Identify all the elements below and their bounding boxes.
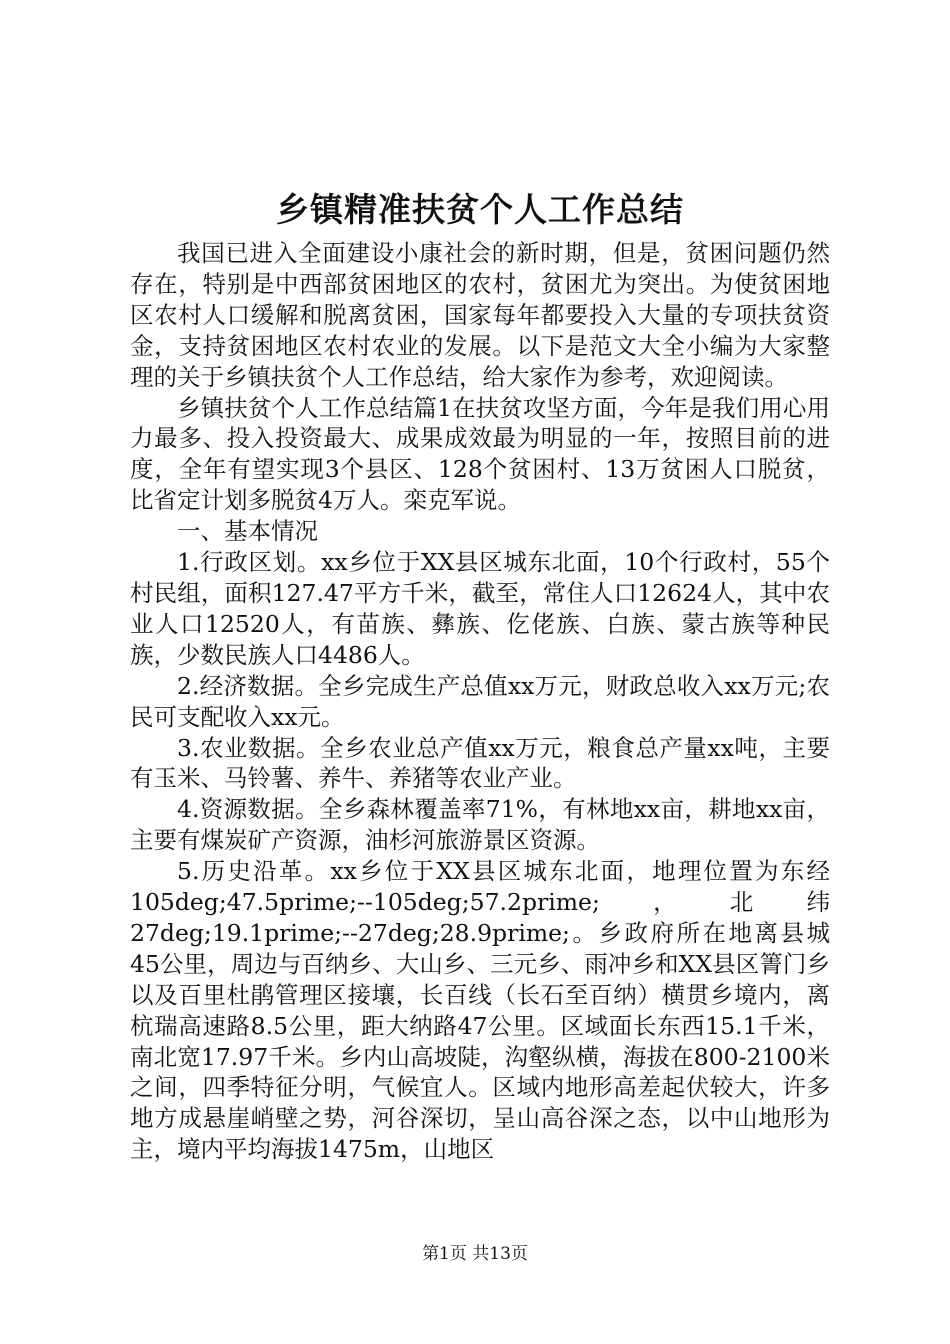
paragraph-summary: 乡镇扶贫个人工作总结篇1在扶贫攻坚方面，今年是我们用心用力最多、投入投资最大、成果成效最为明显的一年，按照目前的进度，全年有望实现3个县区、128个贫困村、13万贫困人口脱贫，比省定计划多脱贫4万人。栾克军说。 [130, 393, 830, 515]
paragraph-agriculture-data: 3.农业数据。全乡农业总产值xx万元，粮食总产量xx吨，主要有玉米、马铃薯、养牛、养猪等农业产业。 [130, 733, 830, 793]
paragraph-administrative-division: 1.行政区划。xx乡位于XX县区城东北面，10个行政村，55个村民组，面积127.47平方千米，截至，常住人口12624人，其中农业人口12520人，有苗族、彝族、仡佬族、白族、蒙古族等种民族，少数民族人口4486人。 [130, 548, 830, 669]
document-body [130, 238, 830, 1165]
page-number-footer: 第1页 共13页 [422, 1244, 528, 1264]
paragraph-economic-data: 2.经济数据。全乡完成生产总值xx万元，财政总收入xx万元;农民可支配收入xx元。 [130, 671, 830, 731]
section-heading-basic-info: 一、基本情况 [177, 517, 318, 546]
paragraph-history: 5.历史沿革。xx乡位于XX县区城东北面，地理位置为东经105deg;47.5prime;--105deg;57.2prime;，北纬27deg;19.1prime;--27deg;28.9prime;。乡政府所在地离县城45公里，周边与百纳乡、大山乡、三元乡、雨冲乡和XX县区箐门乡以及百里杜鹃管理区接壤，长百线（长石至百纳）横贯乡境内，离杭瑞高速路8.5公里，距大纳路47公里。区域面长东西15.1千米，南北宽17.97千米。乡内山高坡陡，沟壑纵横，海拔在800-2100米之间，四季特征分明，气候宜人。区域内地形高差起伏较大，许多地方成悬崖峭壁之势，河谷深切，呈山高谷深之态，以中山地形为主，境内平均海拔1475m，山地区 [130, 857, 830, 1164]
paragraph-intro: 我国已进入全面建设小康社会的新时期，但是，贫困问题仍然存在，特别是中西部贫困地区的农村，贫困尤为突出。为使贫困地区农村人口缓解和脱离贫困，国家每年都要投入大量的专项扶贫资金，支持贫困地区农村农业的发展。以下是范文大全小编为大家整理的关于乡镇扶贫个人工作总结，给大家作为参考，欢迎阅读。 [130, 239, 830, 391]
document-title: 乡镇精准扶贫个人工作总结 [276, 190, 684, 229]
paragraph-resource-data: 4.资源数据。全乡森林覆盖率71%，有林地xx亩，耕地xx亩，主要有煤炭矿产资源，油杉河旅游景区资源。 [130, 795, 830, 855]
